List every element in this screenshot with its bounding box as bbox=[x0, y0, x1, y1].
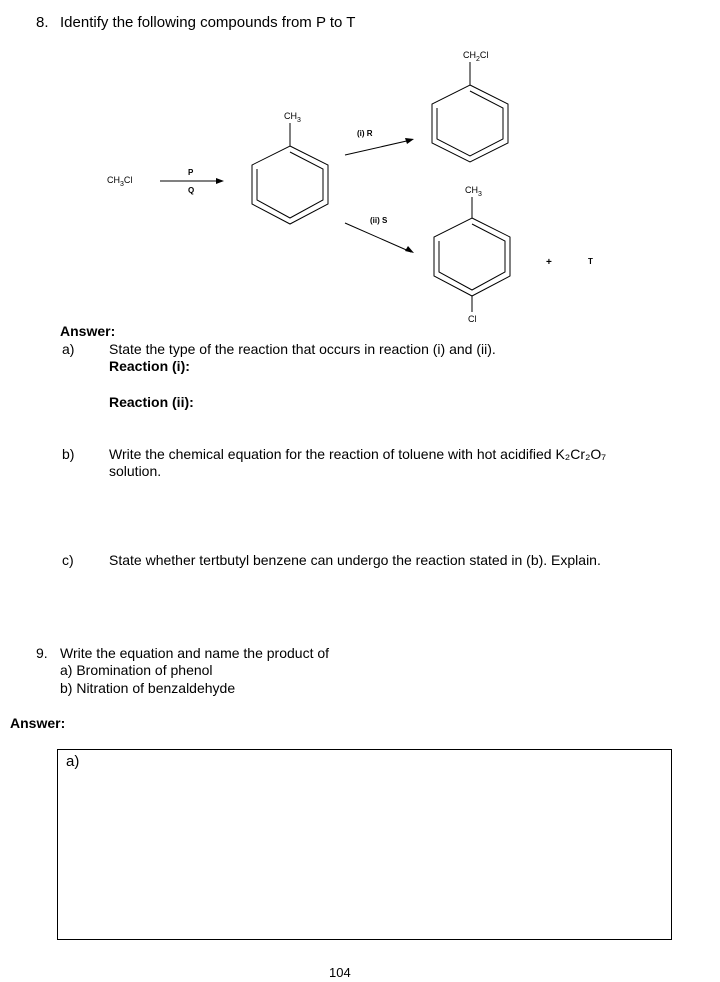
answer-box[interactable] bbox=[57, 749, 672, 940]
q8b-label: b) bbox=[62, 446, 75, 462]
q8-title: Identify the following compounds from P to T bbox=[60, 14, 356, 31]
arrow-r bbox=[345, 138, 414, 155]
toluene-ring bbox=[252, 123, 328, 224]
path2-label: (ii) S bbox=[370, 216, 388, 225]
q9-number: 9. bbox=[36, 645, 48, 661]
arrow-s bbox=[345, 223, 414, 253]
reagent-p-label: P bbox=[188, 168, 194, 177]
q8-number: 8. bbox=[36, 14, 49, 31]
q8a-text: State the type of the reaction that occurs in reaction (i) and (ii). bbox=[109, 341, 496, 357]
reagent-q-label: Q bbox=[188, 186, 195, 195]
q8-answer-label: Answer: bbox=[60, 323, 116, 339]
q9-title: Write the equation and name the product of bbox=[60, 645, 330, 661]
q8b-text-line1: Write the chemical equation for the reaction of toluene with hot acidified K₂Cr₂O₇ bbox=[109, 446, 607, 462]
toluene-substituent: $CH_3$ bbox=[284, 111, 301, 124]
q9-item-a: a) Bromination of phenol bbox=[60, 662, 213, 678]
path1-label: (i) R bbox=[357, 129, 373, 138]
product1-substituent: $CH_2Cl$ bbox=[463, 50, 489, 63]
page-number: 104 bbox=[329, 965, 351, 980]
product2-top-substituent: $CH_3$ bbox=[465, 185, 482, 198]
q8c-text: State whether tertbutyl benzene can undergo the reaction stated in (b). Explain. bbox=[109, 552, 601, 568]
q9-item-b: b) Nitration of benzaldehyde bbox=[60, 680, 236, 696]
reaction-2-label: Reaction (ii): bbox=[109, 394, 194, 410]
q8b-text-line2: solution. bbox=[109, 463, 162, 479]
reactant-label: $CH_3Cl$ bbox=[107, 175, 133, 188]
q8a-label: a) bbox=[62, 341, 75, 357]
chlorotoluene-ring bbox=[434, 197, 510, 312]
product2-bottom-substituent: Cl bbox=[468, 314, 477, 324]
q9-answer-label: Answer: bbox=[10, 715, 66, 731]
benzyl-chloride-ring bbox=[432, 62, 508, 162]
answer-box-label: a) bbox=[66, 753, 80, 770]
arrow-p-q bbox=[160, 178, 224, 184]
reaction-1-label: Reaction (i): bbox=[109, 358, 190, 374]
q8c-label: c) bbox=[62, 552, 74, 568]
byproduct-t-label: T bbox=[588, 257, 593, 266]
plus-sign: + bbox=[546, 257, 552, 268]
